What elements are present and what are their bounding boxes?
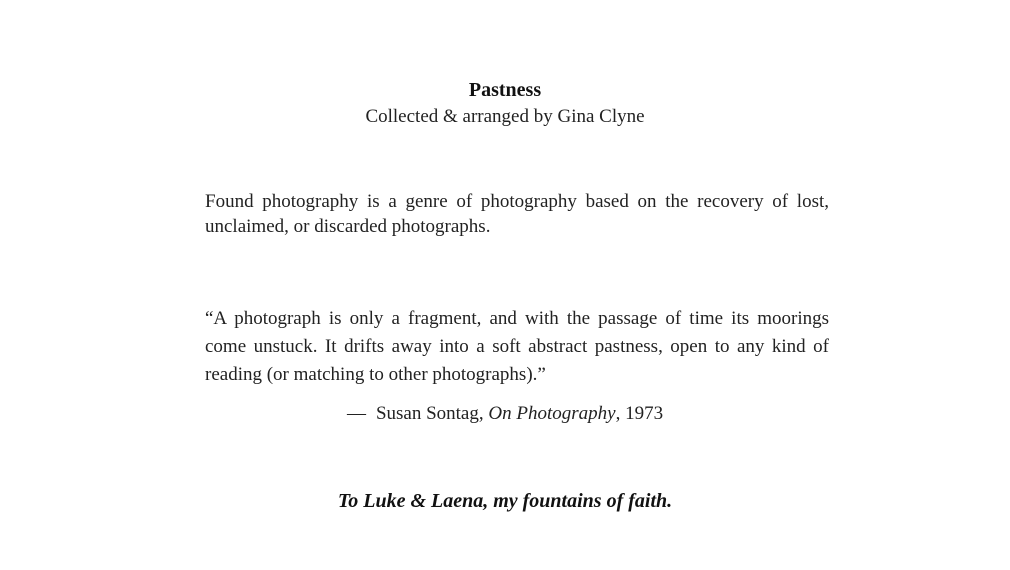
dedication: To Luke & Laena, my fountains of faith. <box>337 490 673 512</box>
definition-paragraph: Found photography is a genre of photography based on the recovery of lost, unclaimed, or discarded photographs. <box>205 191 829 237</box>
quote-attribution <box>0 402 1010 426</box>
page-subtitle: Collected & arranged by Gina Clyne <box>365 106 645 127</box>
quote-paragraph: “A photograph is only a fragment, and with the passage of time its moorings come unstuck. It drifts away into a soft abstract pastness, open to any kind of reading (or matching to other photographs).” <box>205 308 829 385</box>
attribution-dash: — <box>346 403 366 424</box>
page-title: Pastness <box>468 79 542 101</box>
attribution-year: , 1973 <box>615 403 664 424</box>
attribution-work: On Photography <box>488 403 616 424</box>
attribution-author: Susan Sontag, <box>375 403 484 424</box>
